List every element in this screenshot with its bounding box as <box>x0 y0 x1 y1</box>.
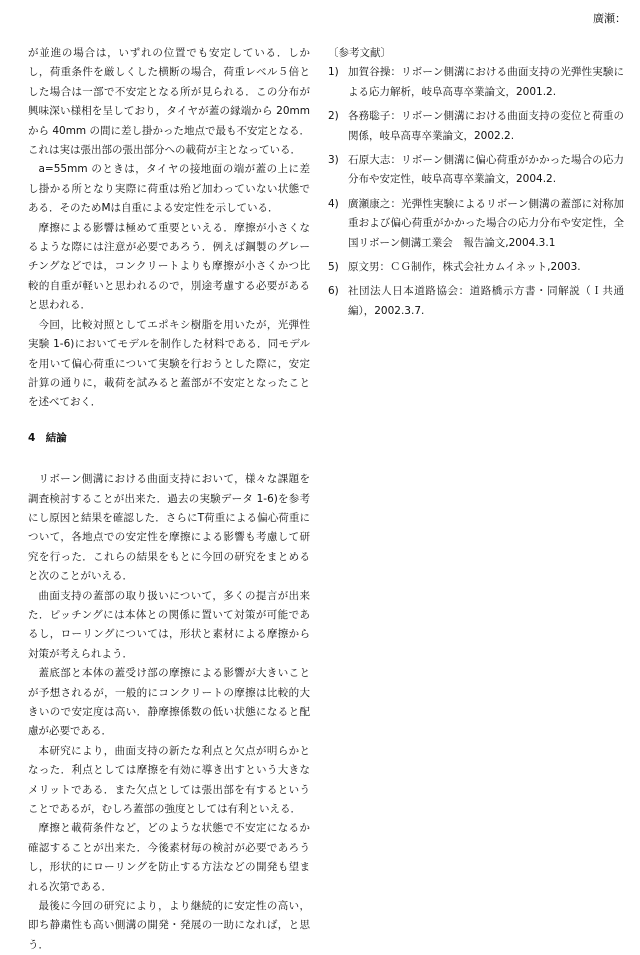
reference-number: 5) <box>328 261 339 274</box>
paragraph: 摩擦による影響は極めて重要といえる．摩擦が小さくなるような際には注意が必要であろう．例えば鋼製のグレーチングなどでは，コンクリートよりも摩擦が小さくかつ比較的自重が軽いと思われるので，別途考慮する必要があると思われる． <box>28 221 310 312</box>
paragraph: a=55mm のときは，タイヤの接地面の端が蓋の上に差し掛かる所となり実際に荷重は殆ど加わっていない状態である．そのためMは自重による安定性を示している． <box>28 163 310 215</box>
reference-number: 3) <box>328 154 339 167</box>
reference-number: 1) <box>328 66 339 79</box>
reference-text: 石原大志：リボーン側溝に偏心荷重がかかった場合の応力分布や安定性，岐阜高専卒業論文，2004.2. <box>348 154 624 186</box>
reference-number: 2) <box>328 110 339 123</box>
paragraph: 摩擦と載荷条件など，どのような状態で不安定になるか確認することが出来た．今後素材毎の検討が必要であろうし，形状的にローリングを防止する方法などの開発も望まれる次第である． <box>28 822 310 893</box>
page-header-author: 廣瀬： <box>593 12 626 25</box>
references-title: 〔参考文献〕 <box>328 47 391 59</box>
reference-item <box>328 107 624 146</box>
paragraph: 蓋底部と本体の蓋受け部の摩擦による影響が大きいことが予想されるが，一般的にコンクリートの摩擦は比較的大きいので安定度は高い．静摩擦係数の低い状態になると配慮が必要である． <box>28 667 310 738</box>
paragraph: リボーン側溝における曲面支持において，様々な課題を調査検討することが出来た．過去の実験データ 1-6)を参考にし原因と結果を確認した．さらにT荷重による偏心荷重について，各地点での安定性を摩擦による影響も考慮して研究を行った．これらの結果をもとに今回の研究をまとめると次のことがいえる． <box>28 473 310 583</box>
reference-text: 加賀谷操：リボーン側溝における曲面支持の光弾性実験による応力解析，岐阜高専卒業論文，2001.2. <box>348 66 624 98</box>
paragraph: 本研究により，曲面支持の新たな利点と欠点が明らかとなった．利点としては摩擦を有効に導き出すという大きなメリットである．また欠点としては張出部を有するということであるが，むしろ蓋部の強度としては有利といえる． <box>28 744 310 816</box>
left-column <box>28 44 310 955</box>
reference-text: 社団法人日本道路協会：道路橋示方書・同解説（Ｉ共通編），2002.3.7. <box>348 285 624 317</box>
reference-number: 6) <box>328 285 339 298</box>
references-list <box>328 63 624 321</box>
paragraph: 最後に今回の研究により，より継続的に安定性の高い，即ち静粛性も高い側溝の開発・発展の一助になれば，と思う． <box>28 900 310 951</box>
reference-item <box>328 151 624 190</box>
body-text-conclusion <box>28 470 310 955</box>
reference-text: 廣瀬康之：光弾性実験によるリボーン側溝の蓋部に対称加重および偏心荷重がかかった場合の応力分布や安定性，全国リボーン側溝工業会 報告論文,2004.3.1 <box>348 197 624 249</box>
reference-text: 原文男：ＣＧ制作，株式会社カムイネット,2003. <box>348 261 581 274</box>
paragraph: 曲面支持の蓋部の取り扱いについて，多くの提言が出来た．ピッチングには本体との関係に置いて対策が可能であるし，ローリングについては，形状と素材による摩擦から対策が考えられよう． <box>28 589 310 660</box>
reference-text: 各務聡子：リボーン側溝における曲面支持の変位と荷重の関係，岐阜高専卒業論文，2002.2. <box>348 110 624 142</box>
reference-item <box>328 282 624 321</box>
section-title-conclusion: 4 結論 <box>28 431 67 444</box>
paragraph: が並進の場合は，いずれの位置でも安定している．しかし，荷重条件を厳しくした横断の場合，荷重レベル５倍とした場合は一部で不安定となる所が見られる．この分布が興味深い様相を呈しており，タイヤが蓋の縁端から 20mm から 40mm の間に差し掛かった地点で最も不安定となる．これは実は張出部の張出部分への載荷が主となっている． <box>28 47 310 157</box>
right-column <box>328 44 624 326</box>
body-text-top <box>28 44 310 413</box>
reference-number: 4) <box>328 197 339 210</box>
reference-item <box>328 195 624 253</box>
reference-item <box>328 63 624 102</box>
paragraph: 今回，比較対照としてエポキシ樹脂を用いたが，光弾性実験 1-6)においてモデルを制作した材料である．同モデルを用いて偏心荷重について実験を行おうとした際に，安定計算の通りに，載荷を試みると蓋部が不安定となったことを述べておく． <box>28 318 310 409</box>
reference-item <box>328 258 624 277</box>
